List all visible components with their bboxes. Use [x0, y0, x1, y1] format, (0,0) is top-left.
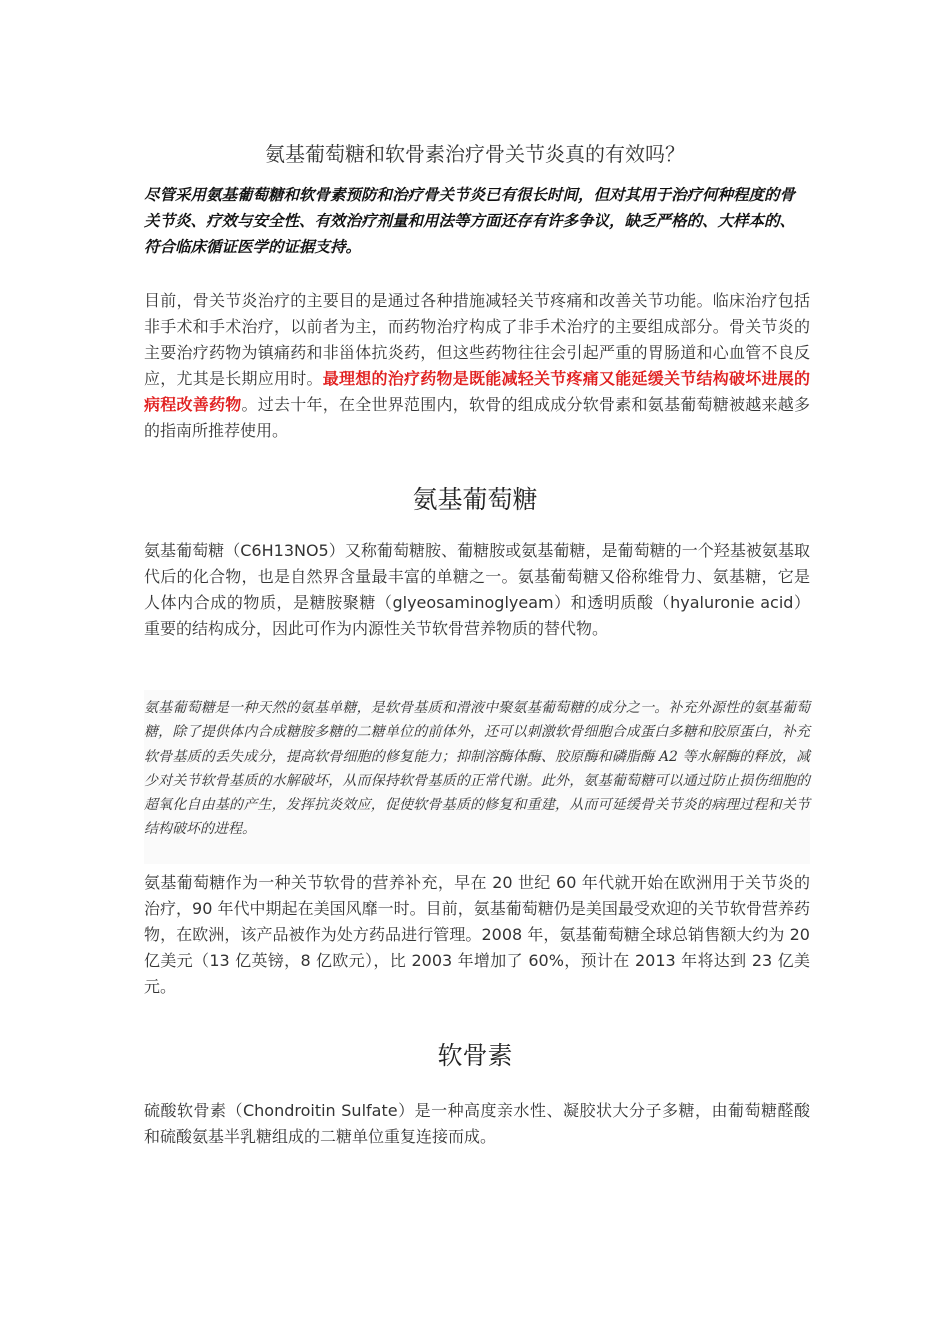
glucosamine-definition-paragraph: 氨基葡萄糖（C6H13NO5）又称葡萄糖胺、葡糖胺或氨基葡糖，是葡萄糖的一个羟基被氨基取代后的化合物，也是自然界含量最丰富的单糖之一。氨基葡萄糖又俗称维骨力、氨基糖，它是人体内合成的物质，是糖胺聚糖（glyeosaminoglyeam）和透明质酸（hyaluronie acid）重要的结构成分，因此可作为内源性关节软骨营养物质的替代物。	[144, 541, 810, 638]
abstract-paragraph: 尽管采用氨基葡萄糖和软骨素预防和治疗骨关节炎已有很长时间，但对其用于治疗何种程度的骨关节炎、疗效与安全性、有效治疗剂量和用法等方面还存有许多争议，缺乏严格的、大样本的、符合临床循证医学的证据支持。	[144, 186, 796, 256]
section-heading-glucosamine: 氨基葡萄糖	[412, 485, 538, 514]
chondroitin-definition-paragraph: 硫酸软骨素（Chondroitin Sulfate）是一种高度亲水性、凝胶状大分子多糖，由葡萄糖醛酸和硫酸氨基半乳糖组成的二糖单位重复连接而成。	[144, 1101, 810, 1146]
intro-text-part2: 。过去十年，在全世界范围内，软骨的组成成分软骨素和氨基葡萄糖被越来越多的指南所推荐使用。	[144, 395, 810, 440]
glucosamine-history-paragraph: 氨基葡萄糖作为一种关节软骨的营养补充，早在 20 世纪 60 年代就开始在欧洲用于关节炎的治疗，90 年代中期起在美国风靡一时。目前，氨基葡萄糖仍是美国最受欢迎的关节软骨营养药物，在欧洲，该产品被作为处方药品进行管理。2008 年，氨基葡萄糖全球总销售额大约为 20 亿美元（13 亿英镑，8 亿欧元），比 2003 年增加了 60%，预计在 2013 年将达到 23 亿美元。	[144, 873, 810, 996]
glucosamine-mechanism-quote: 氨基葡萄糖是一种天然的氨基单糖，是软骨基质和滑液中聚氨基葡萄糖的成分之一。补充外源性的氨基葡萄糖，除了提供体内合成糖胺多糖的二糖单位的前体外，还可以刺激软骨细胞合成蛋白多糖和胶原蛋白，补充软骨基质的丢失成分，提高软骨细胞的修复能力；抑制溶酶体酶、胶原酶和磷脂酶 A2 等水解酶的释放，减少对关节软骨基质的水解破坏，从而保持软骨基质的正常代谢。此外，氨基葡萄糖可以通过防止损伤细胞的超氧化自由基的产生，发挥抗炎效应，促使软骨基质的修复和重建，从而可延缓骨关节炎的病理过程和关节结构破坏的进程。	[144, 690, 810, 864]
article-title: 氨基葡萄糖和软骨素治疗骨关节炎真的有效吗？	[265, 142, 685, 166]
intro-paragraph	[144, 288, 810, 444]
intro-highlight: 最理想的治疗药物是既能减轻关节疼痛又能延缓关节结构破坏进展的病程改善药物	[144, 369, 810, 414]
section-heading-chondroitin: 软骨素	[437, 1041, 513, 1070]
intro-text-part1: 目前，骨关节炎治疗的主要目的是通过各种措施减轻关节疼痛和改善关节功能。临床治疗包括非手术和手术治疗，以前者为主，而药物治疗构成了非手术治疗的主要组成部分。骨关节炎的主要治疗药物为镇痛药和非甾体抗炎药，但这些药物往往会引起严重的胃肠道和心血管不良反应，尤其是长期应用时。	[144, 291, 810, 388]
